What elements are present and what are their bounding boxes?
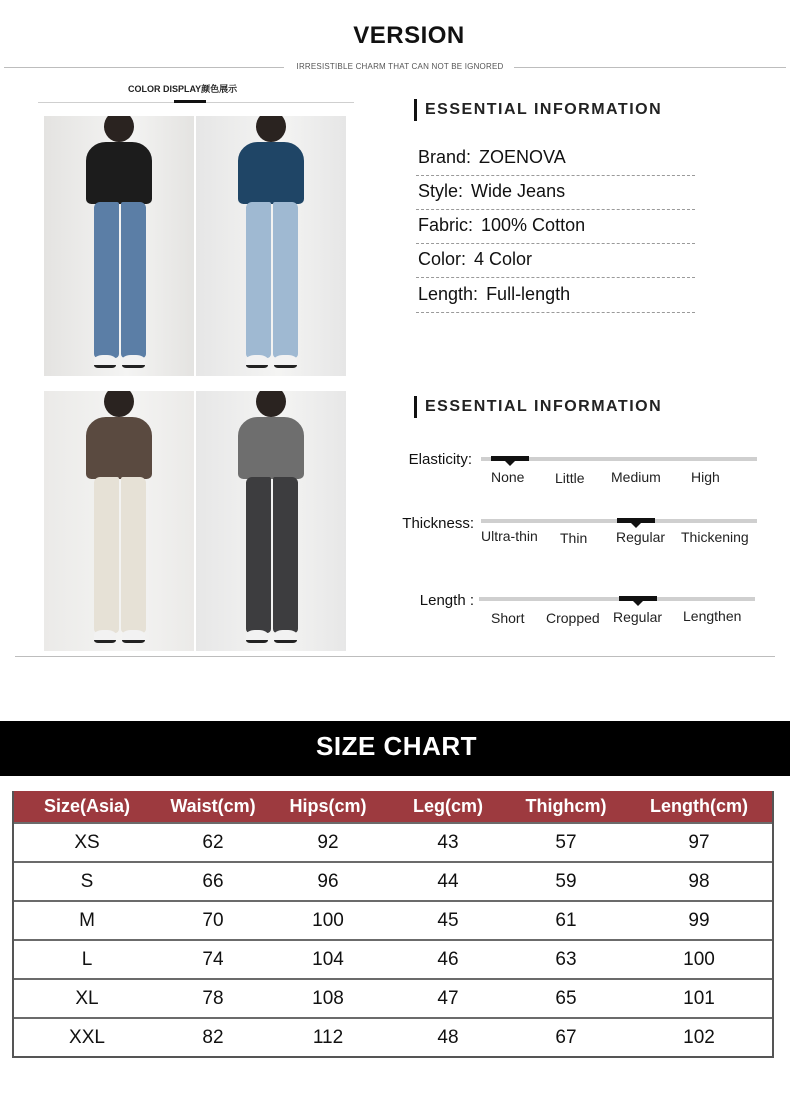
model-top	[238, 417, 304, 479]
table-cell: 99	[688, 910, 710, 931]
jeans-leg-right	[273, 477, 299, 633]
info-row-length	[416, 279, 695, 313]
table-cell: 47	[437, 988, 459, 1009]
table-cell: 48	[437, 1027, 459, 1048]
table-cell: 66	[202, 871, 224, 892]
color-display-accent	[174, 100, 206, 103]
table-cell: 46	[437, 949, 459, 970]
table-row	[14, 939, 772, 978]
sneaker-right	[122, 630, 145, 643]
column-header: Waist(cm)	[170, 796, 256, 816]
size-table-header	[14, 791, 772, 822]
info-label: Fabric:	[418, 215, 474, 235]
size-table-body	[14, 822, 772, 1056]
info-label: Length:	[418, 284, 479, 304]
product-photo-light-blue[interactable]	[196, 116, 346, 376]
info-value: 4 Color	[474, 249, 533, 269]
jeans-leg-left	[94, 202, 120, 358]
table-cell: 44	[437, 871, 459, 892]
page-subtitle: IRRESISTIBLE CHARM THAT CAN NOT BE IGNORED	[296, 62, 504, 71]
table-cell: XXL	[69, 1027, 105, 1048]
info-row-fabric	[416, 210, 695, 244]
table-cell: 62	[202, 832, 224, 853]
table-cell: 92	[317, 832, 339, 853]
table-cell: 100	[683, 949, 715, 970]
length-marker	[619, 596, 657, 601]
sneaker-right	[122, 355, 145, 368]
elasticity-label: Elasticity:	[408, 451, 472, 468]
table-cell: 98	[688, 871, 710, 892]
table-cell: 45	[437, 910, 459, 931]
info-row-style	[416, 176, 695, 210]
length-option: Regular	[613, 609, 663, 625]
table-row	[14, 978, 772, 1017]
table-cell: 61	[555, 910, 577, 931]
page-title: VERSION	[353, 22, 465, 49]
product-photo-white[interactable]	[44, 391, 194, 651]
sneaker-left	[94, 355, 117, 368]
thickness-marker	[617, 518, 655, 523]
column-header: Hips(cm)	[289, 796, 367, 816]
table-cell: 82	[202, 1027, 224, 1048]
jeans-leg-left	[246, 202, 272, 358]
info-label: Color:	[418, 249, 467, 269]
info-label: Brand:	[418, 147, 472, 167]
column-header: Size(Asia)	[43, 796, 131, 816]
length-track	[479, 597, 755, 601]
thickness-option: Thin	[560, 530, 588, 546]
table-cell: 43	[437, 832, 459, 853]
table-cell: 70	[202, 910, 224, 931]
info-value: Wide Jeans	[471, 181, 566, 201]
table-cell: S	[80, 871, 94, 892]
color-display-heading: COLOR DISPLAY颜色展示	[128, 84, 238, 94]
size-chart-title: SIZE CHART	[316, 731, 477, 761]
table-row	[14, 822, 772, 861]
column-header: Thighcm)	[525, 796, 607, 816]
sneaker-right	[274, 355, 297, 368]
table-cell: 78	[202, 988, 224, 1009]
table-row	[14, 861, 772, 900]
table-cell: XL	[75, 988, 99, 1009]
elasticity-option: Little	[555, 470, 585, 486]
essential-info-heading: ESSENTIAL INFORMATION	[414, 99, 662, 121]
jeans-leg-right	[273, 202, 299, 358]
elasticity-option: Medium	[611, 469, 661, 485]
table-cell: 112	[312, 1027, 344, 1048]
table-row	[14, 900, 772, 939]
table-cell: 96	[317, 871, 339, 892]
model-top	[86, 142, 152, 204]
info-value: Full-length	[486, 284, 571, 304]
table-cell: 65	[555, 988, 577, 1009]
table-cell: 63	[555, 949, 577, 970]
info-label: Style:	[418, 181, 464, 201]
table-cell: 101	[683, 988, 715, 1009]
length-label: Length :	[419, 592, 474, 609]
jeans-leg-left	[94, 477, 120, 633]
elasticity-option: None	[491, 469, 525, 485]
table-cell: 59	[555, 871, 577, 892]
thickness-option: Ultra-thin	[481, 528, 538, 544]
table-cell: 97	[688, 832, 710, 853]
table-cell: 57	[555, 832, 577, 853]
model-top	[86, 417, 152, 479]
subtitle-divider-right	[514, 67, 786, 68]
jeans-leg-right	[121, 202, 147, 358]
table-cell: 108	[312, 988, 344, 1009]
size-table	[12, 791, 774, 1058]
thickness-option: Thickening	[681, 529, 749, 545]
elasticity-option: High	[691, 469, 720, 485]
jeans-leg-left	[246, 477, 272, 633]
table-cell: M	[79, 910, 95, 931]
table-cell: L	[81, 949, 93, 970]
length-option: Cropped	[546, 610, 600, 626]
elasticity-marker	[491, 456, 529, 461]
jeans-leg-right	[121, 477, 147, 633]
column-header: Leg(cm)	[412, 796, 483, 816]
sneaker-right	[274, 630, 297, 643]
table-cell: 100	[312, 910, 344, 931]
product-photo-black[interactable]	[196, 391, 346, 651]
table-cell: 104	[312, 949, 344, 970]
table-row	[14, 1017, 772, 1056]
sneaker-left	[246, 355, 269, 368]
thickness-label: Thickness:	[402, 515, 474, 532]
info-row-brand	[416, 142, 695, 176]
sneaker-left	[94, 630, 117, 643]
length-option: Short	[491, 610, 525, 626]
model-top	[238, 142, 304, 204]
column-header: Length(cm)	[650, 796, 748, 816]
info-value: 100% Cotton	[481, 215, 586, 235]
info-value: ZOENOVA	[479, 147, 566, 167]
table-cell: XS	[74, 832, 100, 853]
sneaker-left	[246, 630, 269, 643]
table-cell: 74	[202, 949, 224, 970]
length-option: Lengthen	[683, 608, 742, 624]
section-divider	[15, 656, 775, 657]
properties-heading: ESSENTIAL INFORMATION	[414, 396, 662, 418]
product-photo-medium-blue[interactable]	[44, 116, 194, 376]
table-cell: 67	[555, 1027, 577, 1048]
info-row-color	[416, 244, 695, 278]
thickness-option: Regular	[616, 529, 666, 545]
table-cell: 102	[683, 1027, 715, 1048]
subtitle-divider-left	[4, 67, 284, 68]
